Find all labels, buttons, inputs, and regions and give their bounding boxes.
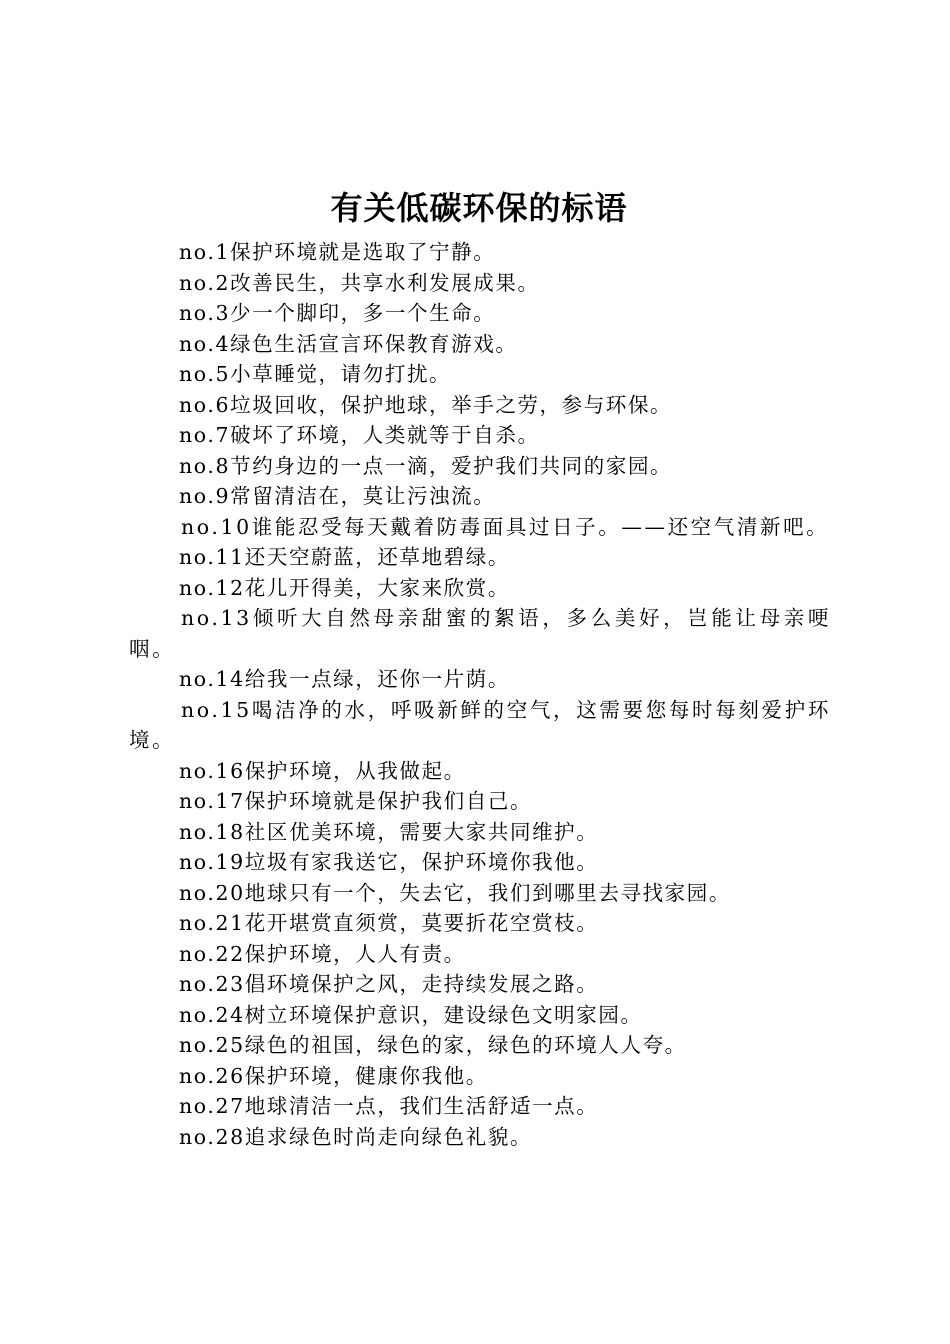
page-title: 有关低碳环保的标语	[330, 189, 628, 227]
slogan-item: no.9常留清洁在，莫让污浊流。	[179, 484, 496, 508]
slogan-item: no.3少一个脚印，多一个生命。	[179, 301, 496, 325]
slogan-item: no.22保护环境，人人有责。	[179, 941, 466, 966]
slogan-item: no.2改善民生，共享水利发展成果。	[179, 270, 540, 295]
slogan-list	[129, 237, 831, 1152]
slogan-item: no.21花开堪赏直须赏，莫要折花空赏枝。	[179, 911, 599, 935]
slogan-item: no.19垃圾有家我送它，保护环境你我他。	[179, 850, 599, 874]
slogan-item: no.8节约身边的一点一滴，爱护我们共同的家园。	[179, 453, 673, 478]
slogan-item: no.14给我一点绿，还你一片荫。	[179, 667, 510, 691]
slogan-item: no.23倡环境保护之风，走持续发展之路。	[179, 972, 599, 996]
slogan-item: no.7破坏了环境，人类就等于自杀。	[179, 423, 540, 447]
slogan-item: no.15喝洁净的水，呼吸新鲜的空气，这需要您每时每刻爱护环境。	[129, 697, 831, 752]
slogan-item: no.4绿色生活宣言环保教育游戏。	[179, 331, 518, 356]
slogan-item: no.5小草睡觉，请勿打扰。	[179, 362, 452, 386]
slogan-item: no.11还天空蔚蓝，还草地碧绿。	[179, 545, 510, 569]
slogan-item: no.1保护环境就是选取了宁静。	[179, 240, 496, 264]
slogan-item: no.20地球只有一个，失去它，我们到哪里去寻找家园。	[179, 880, 731, 905]
slogan-item: no.25绿色的祖国，绿色的家，绿色的环境人人夸。	[179, 1033, 687, 1057]
slogan-item: no.12花儿开得美，大家来欣赏。	[179, 575, 510, 600]
slogan-item: no.26保护环境，健康你我他。	[179, 1063, 488, 1088]
slogan-item: no.16保护环境，从我做起。	[179, 758, 466, 783]
slogan-item: no.17保护环境就是保护我们自己。	[179, 789, 533, 813]
slogan-item: no.18社区优美环境，需要大家共同维护。	[179, 819, 599, 844]
slogan-item: no.13倾听大自然母亲甜蜜的絮语，多么美好，岂能让母亲哽咽。	[129, 606, 831, 661]
slogan-item: no.24树立环境保护意识，建设绿色文明家园。	[179, 1002, 643, 1027]
slogan-item: no.10谁能忍受每天戴着防毒面具过日子。——还空气清新吧。	[181, 514, 830, 539]
slogan-item: no.6垃圾回收，保护地球，举手之劳，参与环保。	[179, 392, 673, 417]
slogan-item: no.27地球清洁一点，我们生活舒适一点。	[179, 1094, 599, 1118]
slogan-item: no.28追求绿色时尚走向绿色礼貌。	[179, 1124, 533, 1149]
